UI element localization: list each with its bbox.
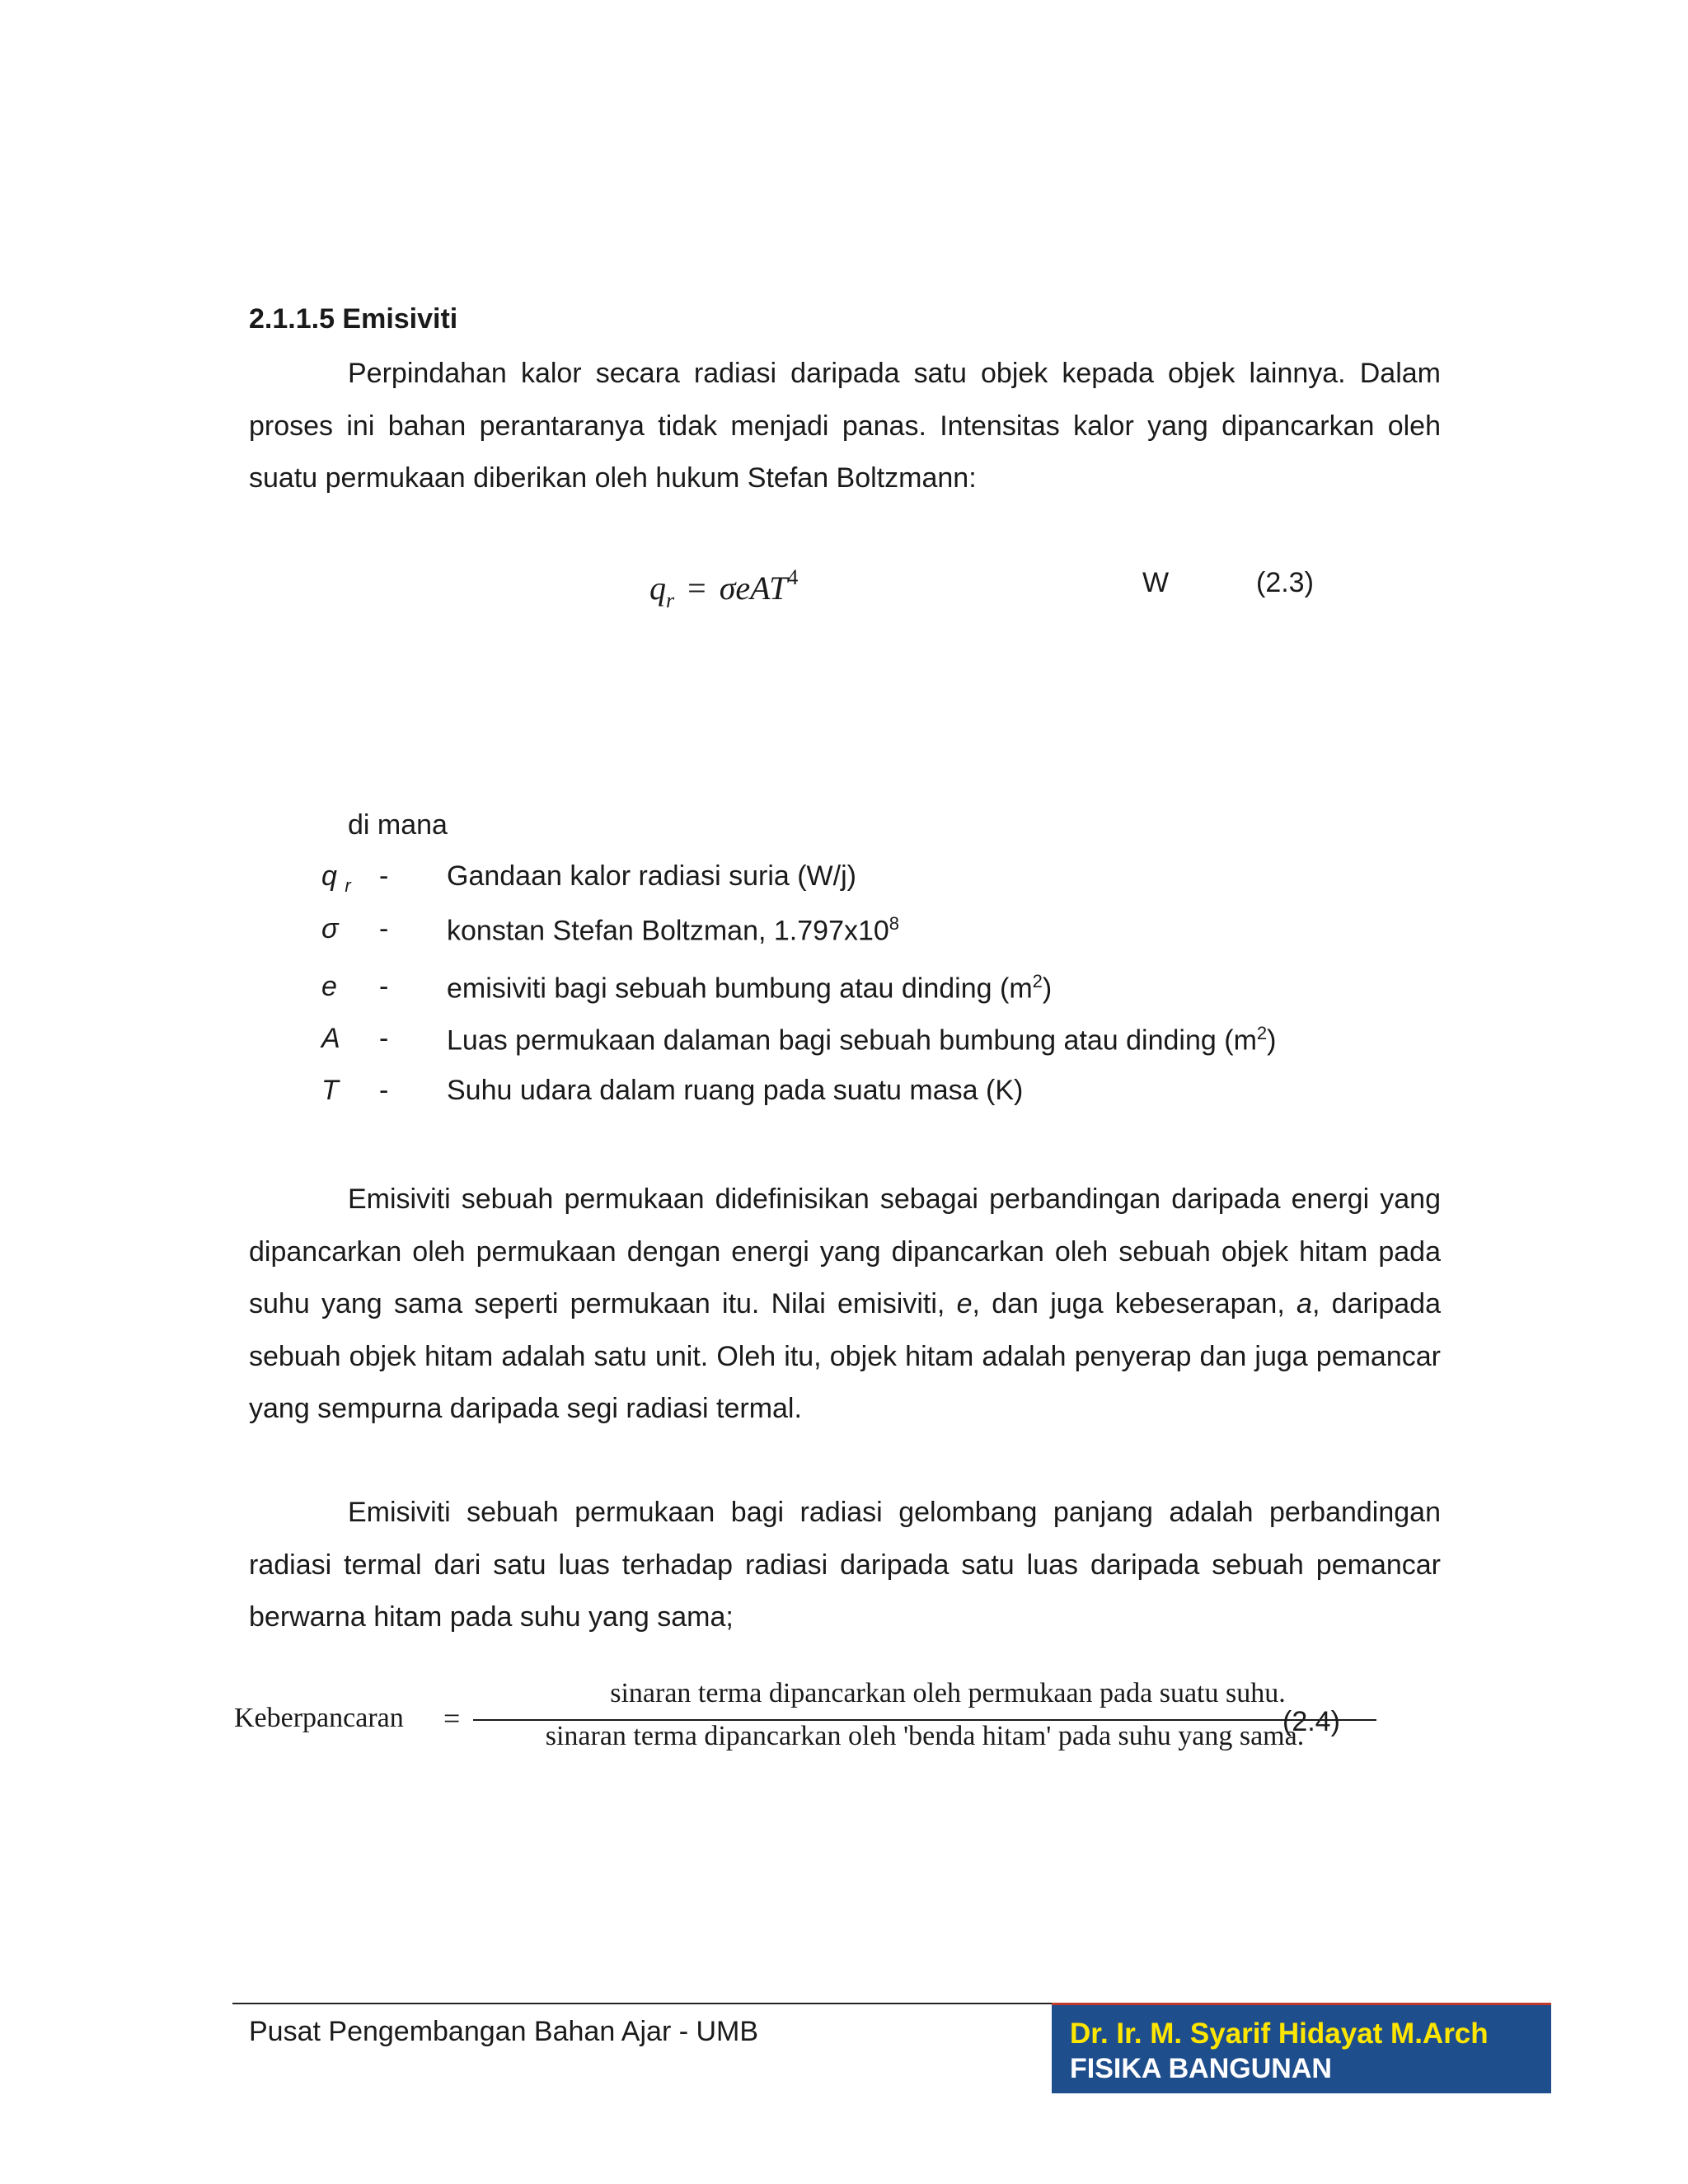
footer-publisher: Pusat Pengembangan Bahan Ajar - UMB	[249, 2016, 759, 2047]
equation-unit: W	[1142, 567, 1170, 598]
variable-row: σ - konstan Stefan Boltzman, $1.797x10^8$	[321, 913, 900, 947]
variable-description: Luas permukaan dalaman bagi sebuah bumbung atau dinding $(m^2)$	[447, 1023, 1277, 1057]
variable-row: A - Luas permukaan dalaman bagi sebuah bumbung atau dinding $(m^2)$	[321, 1023, 1277, 1057]
fraction-denominator: sinaran terma dipancarkan oleh 'benda hitam' pada suhu yang sama.	[545, 1721, 1305, 1751]
equation-number: (2.4)	[1282, 1706, 1340, 1737]
variable-symbol: e	[321, 971, 337, 1002]
paragraph-longwave: Emisiviti sebuah permukaan bagi radiasi gelombang panjang adalah perbandingan radiasi termal dari satu luas terhadap radiasi daripada satu luas daripada sebuah pemancar berwarna hitam pada suhu yang sama;	[249, 1497, 1441, 1633]
paragraph-intro: Perpindahan kalor secara radiasi daripada satu objek kepada objek lainnya. Dalam proses ini bahan perantaranya tidak menjadi panas. Intensitas kalor yang dipancarkan oleh suatu permukaan diberikan oleh hukum Stefan Boltzmann:	[249, 358, 1441, 494]
variable-row: e - emisiviti bagi sebuah bumbung atau dinding $(m^2)$	[321, 971, 1053, 1005]
fraction-numerator: sinaran terma dipancarkan oleh permukaan pada suatu suhu.	[610, 1678, 1286, 1708]
variable-description: konstan Stefan Boltzman, $1.797x10^8$	[447, 913, 900, 947]
equation-equals: =	[443, 1702, 461, 1735]
variable-row: q $_r$ - Gandaan kalor radiasi suria (W/j)	[321, 860, 856, 896]
variable-symbol: A	[321, 1023, 340, 1054]
variable-symbol: T	[321, 1075, 339, 1106]
where-label: di mana	[348, 809, 448, 841]
variable-description: Suhu udara dalam ruang pada suatu masa (K)	[447, 1075, 1024, 1106]
variable-row: T - Suhu udara dalam ruang pada suatu masa (K)	[321, 1075, 1024, 1106]
equation-stefan-boltzmann: $q_r = \sigma eAT^4$	[649, 565, 799, 612]
variable-description: Gandaan kalor radiasi suria (W/j)	[447, 860, 856, 892]
equation-number: (2.3)	[1256, 567, 1314, 598]
footer-course: FISIKA BANGUNAN	[1070, 2053, 1332, 2084]
variable-symbol: q $_r$	[321, 860, 351, 896]
footer-author: Dr. Ir. M. Syarif Hidayat M.Arch	[1070, 2018, 1489, 2050]
variable-description: emisiviti bagi sebuah bumbung atau dinding $(m^2)$	[447, 971, 1053, 1005]
section-heading: 2.1.1.5 Emisiviti	[249, 303, 458, 335]
equation-label: Keberpancaran	[234, 1703, 404, 1733]
footer-author-box	[1052, 2003, 1551, 2093]
paragraph-definition: Emisiviti sebuah permukaan didefinisikan sebagai perbandingan daripada energi yang dipancarkan oleh permukaan dengan energi yang dipancarkan oleh sebuah objek hitam pada suhu yang sama seperti permukaan itu. Nilai emisiviti, e, dan juga kebeserapan, a, daripada sebuah objek hitam adalah satu unit. Oleh itu, objek hitam adalah penyerap dan juga pemancar yang sempurna daripada segi radiasi termal.	[249, 1183, 1441, 1424]
variable-symbol: σ	[321, 913, 339, 944]
